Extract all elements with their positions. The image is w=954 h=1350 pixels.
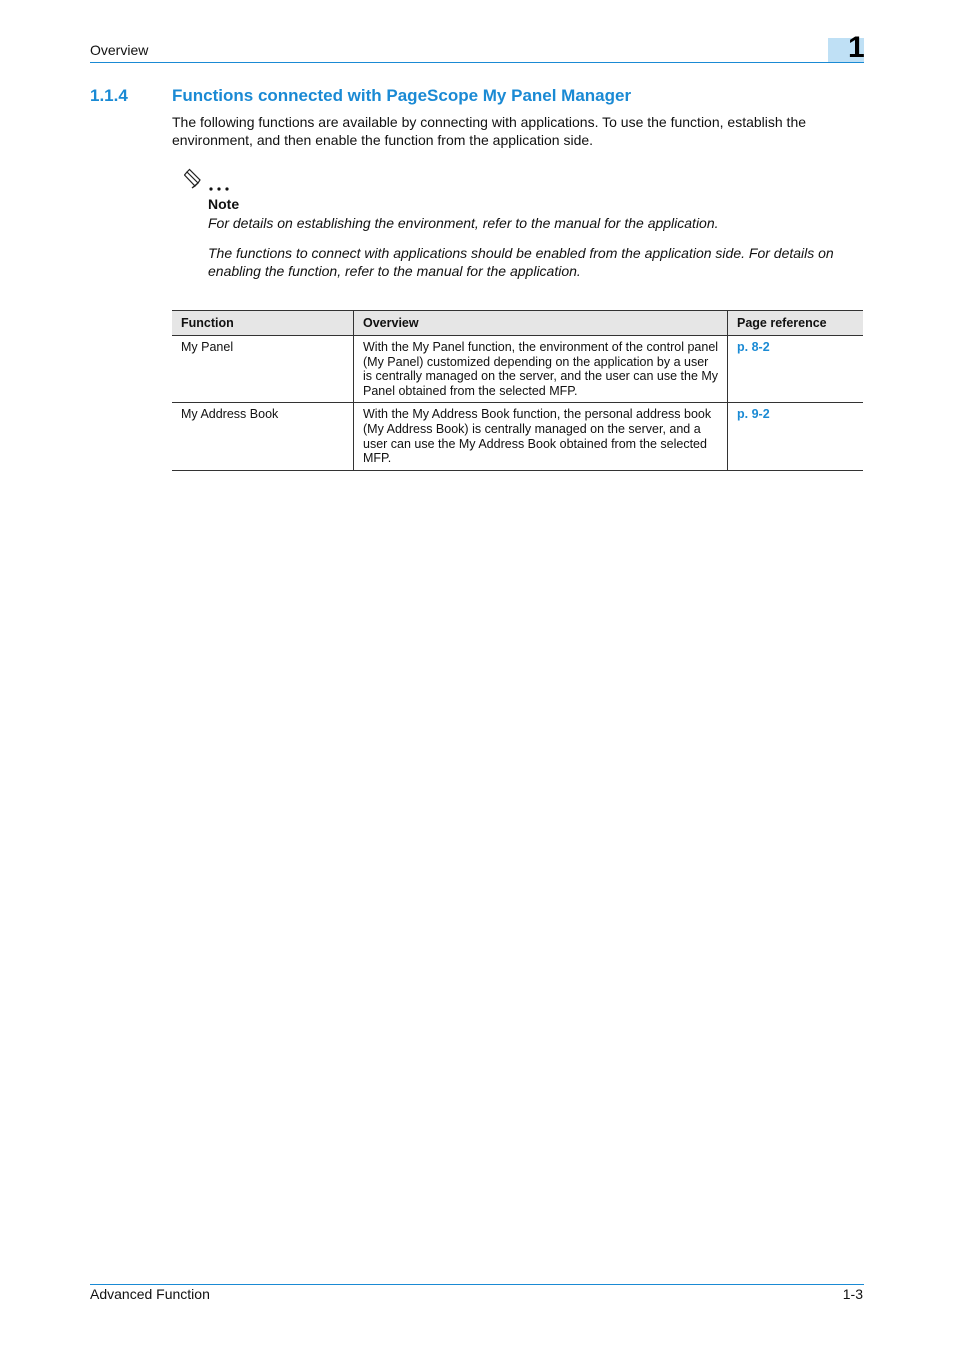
column-header-overview: Overview bbox=[354, 311, 728, 336]
function-cell: My Panel bbox=[172, 336, 354, 403]
page-header-label: Overview bbox=[90, 42, 149, 58]
page-header-rule bbox=[90, 62, 864, 63]
table-row bbox=[172, 336, 863, 403]
overview-cell: With the My Panel function, the environment of the control panel (My Panel) customized depending on the application by a user is centrally managed on the server, and the user can use the My Panel obtained from the selected MFP. bbox=[354, 336, 728, 403]
pencil-note-icon bbox=[184, 168, 232, 194]
footer-page-number: 1-3 bbox=[842, 1286, 863, 1302]
intro-paragraph: The following functions are available by connecting with applications. To use the function, establish the environment, and then enable the function from the application side. bbox=[172, 114, 807, 148]
section-number: 1.1.4 bbox=[90, 86, 128, 105]
note-paragraph-1: For details on establishing the environment, refer to the manual for the application. bbox=[208, 215, 719, 231]
page-footer-rule bbox=[90, 1284, 864, 1285]
footer-document-title: Advanced Function bbox=[90, 1286, 210, 1302]
chapter-number: 1 bbox=[848, 31, 865, 64]
page-reference-link[interactable]: p. 9-2 bbox=[737, 407, 770, 422]
page-reference-link[interactable]: p. 8-2 bbox=[737, 340, 770, 354]
section-title: Functions connected with PageScope My Panel Manager bbox=[172, 86, 632, 105]
table-row bbox=[172, 403, 863, 470]
page-reference-cell bbox=[728, 403, 864, 470]
overview-cell: With the My Address Book function, the personal address book (My Address Book) is centrally managed on the server, and a user can use the My Address Book obtained from the selected MFP. bbox=[354, 403, 728, 470]
column-header-page-reference: Page reference bbox=[728, 311, 864, 336]
function-cell: My Address Book bbox=[172, 403, 354, 470]
note-heading: Note bbox=[208, 196, 240, 212]
column-header-function: Function bbox=[172, 311, 354, 336]
note-paragraph-2: The functions to connect with applications should be enabled from the application side. For details on enabling the function, refer to the manual for the application. bbox=[208, 245, 834, 279]
table-header-row bbox=[172, 311, 863, 336]
functions-table bbox=[172, 310, 863, 471]
page-reference-cell bbox=[728, 336, 864, 403]
